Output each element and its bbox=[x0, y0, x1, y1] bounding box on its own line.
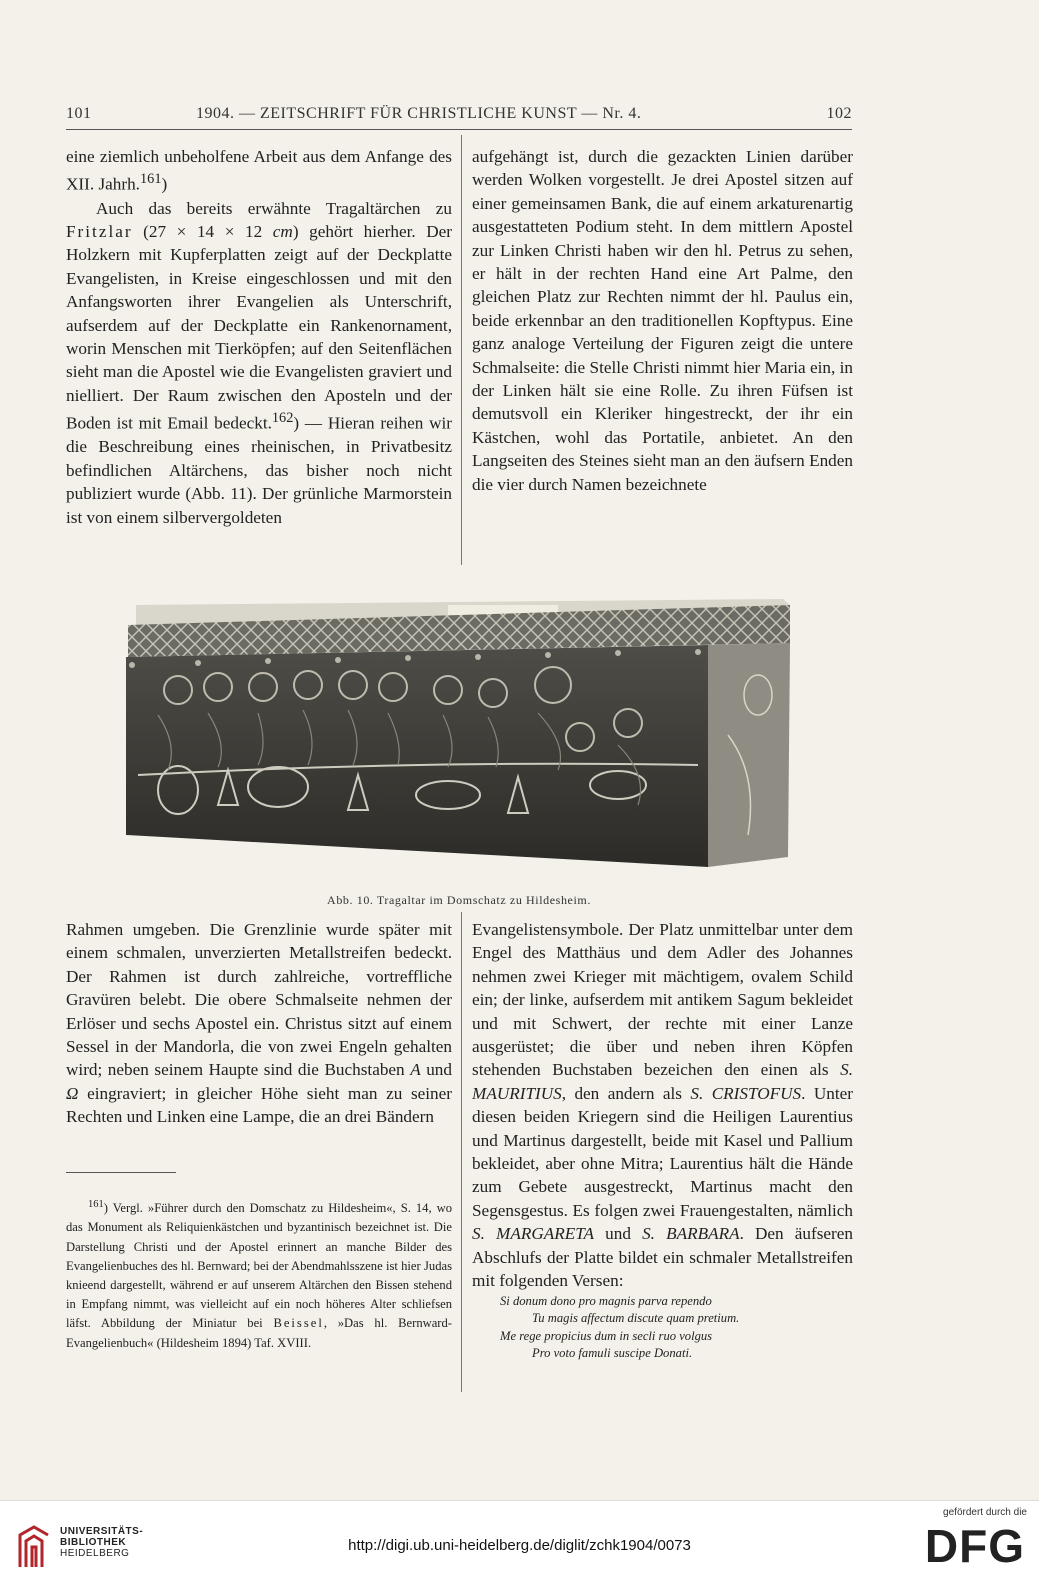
column-divider-top bbox=[461, 135, 462, 565]
saint-name: S. BARBARA bbox=[642, 1224, 740, 1244]
verse-line: Si donum dono pro magnis parva rependo bbox=[500, 1293, 712, 1308]
verse-line: Pro voto famuli suscipe Donati. bbox=[532, 1346, 693, 1360]
funding-note: gefördert durch die bbox=[943, 1507, 1027, 1518]
saint-name: S. MARGARETA bbox=[472, 1224, 595, 1244]
paragraph: Rahmen umgeben. Die Grenzlinie wurde später mit einem schmalen, unverzierten Metallstreifen bedeckt. Der Rahmen ist durch zahlreiche, vortreffliche Gravüren belebt. Die obere Schmalseite nehmen der Erlöser und sechs Apostel ein. Christus sitzt auf einem Sessel in der Mandorla, die von zwei Engeln gehalten wird; neben seinem Haupte sind die Buchstaben A und Ω eingraviert; in gleicher Höhe sieht man zu seiner Rechten und Linken eine Lampe, die an drei Bändern bbox=[66, 920, 452, 1127]
permalink-url[interactable]: http://digi.ub.uni-heidelberg.de/diglit/zchk1904/0073 bbox=[348, 1537, 691, 1554]
author-name: Beissel bbox=[273, 1316, 324, 1331]
omega-letter: Ω bbox=[66, 1083, 79, 1103]
paragraph: eine ziemlich unbeholfene Arbeit aus dem Anfange des XII. Jahrh.$^{161}$) bbox=[66, 147, 452, 195]
column-left-bottom bbox=[66, 918, 452, 1129]
footnote-number: 161 bbox=[88, 1199, 104, 1210]
column-divider-bottom bbox=[461, 912, 462, 1392]
library-name: UNIVERSITÄTS- BIBLIOTHEK HEIDELBERG bbox=[60, 1526, 144, 1559]
journal-title: 1904. — ZEITSCHRIFT FÜR CHRISTLICHE KUNST — Nr. 4. bbox=[196, 105, 642, 122]
verse-line: Tu magis affectum discute quam pretium. bbox=[532, 1311, 740, 1325]
verse-line: Me rege propicius dum in secli ruo volgus bbox=[500, 1328, 713, 1343]
column-right-bottom bbox=[472, 918, 853, 1363]
figure-caption: Abb. 10. Tragaltar im Domschatz zu Hildesheim. bbox=[327, 893, 591, 907]
paragraph: aufgehängt ist, durch die gezackten Linien darüber werden Wolken vorgestellt. Je drei Apostel sitzen auf einer gemeinsamen Bank, die auf einem arkaturenartig ausgestatteten Podium steht. In dem mittlern Apostel zur Linken Christi haben wir den hl. Petrus zu sehen, er hält in der rechten Hand eine Art Palme, den gleichen Platz zur Rechten nimmt der hl. Paulus ein, beide erkennbar an den traditionellen Kopftypus. Eine ganz analoge Verteilung der Figuren zeigt die untere Schmalseite: die Stelle Christi nimmt hier Maria ein, in der Linken hält sie eine Rolle. Zu ihren Füfsen ist demutsvoll ein Kleriker hingestreckt, der ihr ein Kästchen, wohl das Portatile, anbietet. An den Langseiten des Steines sieht man an den äufsern Enden die vier durch Namen bezeichnete bbox=[472, 147, 853, 494]
dfg-logo: DFG bbox=[924, 1520, 1025, 1572]
place-name: Fritzlar bbox=[66, 221, 133, 241]
footnote-ref: 161 bbox=[139, 171, 162, 188]
column-left-top bbox=[66, 145, 452, 529]
alpha-letter: A bbox=[410, 1060, 421, 1080]
running-header bbox=[66, 105, 852, 130]
paragraph: Auch das bereits erwähnte Tragaltärchen zu Fritzlar (27 × 14 × 12 cm) gehört hierher. Der Holzkern mit Kupferplatten zeigt auf der Deckplatte Evangelisten, in Kreise eingeschlossen und mit den Anfangsworten ihrer Evangelien als Unterschrift, aufserdem auf der Deckplatte ein Rankenornament, worin Menschen mit Tierköpfen; auf den Seitenflächen sieht man die Apostel wie die Evangelisten graviert und nielliert. Der Raum zwischen den Aposteln und der Boden ist mit Email bedeckt.$^{162}$) — Hieran reihen wir die Beschreibung eines rheinischen, in Privatbesitz befindlichen Altärchens, das bisher noch nicht publiziert wurde (Abb. 11). Der grünliche Marmorstein ist von einem silbervergoldeten bbox=[66, 198, 452, 527]
paragraph: Evangelistensymbole. Der Platz unmittelbar unter dem Engel des Matthäus und dem Adler des Johannes nehmen zwei Krieger mit mächtigem, ovalem Schild ein; der linke, aufserdem mit antikem Sagum bekleidet und mit Schwert, der rechte mit einer Lanze ausgerüstet; die über und neben ihren Köpfen stehenden Buchstaben bezeichen den einen als S. MAURITIUS, den andern als S. CRISTOFUS. Unter diesen beiden Kriegern sind die Heiligen Laurentius und Martinus dargestellt, beide mit Kasel und Pallium bekleidet, aber ohne Mitra; Laurentius hält die Hände zum Gebete ausgestreckt, Martinus macht den Segensgestus. Es folgen zwei Frauengestalten, nämlich S. MARGARETA und S. BARBARA. Den äufseren Abschlufs der Platte bildet ein schmaler Metallstreifen mit folgenden Versen: bbox=[472, 920, 854, 1291]
altar-photo bbox=[118, 595, 798, 887]
digitization-footer bbox=[0, 1500, 1039, 1594]
footnote-separator bbox=[66, 1172, 176, 1173]
footnote: $^{161}$) Vergl. »Führer durch den Domschatz zu Hildesheim«, S. 14, wo das Monument als Reliquienkästchen und byzantinisch bezeichnet ist. Die Darstellung Christi und der Apostel erinnert an manche Bilder des Evangelienbuches des hl. Bernward; bei der Abendmahlsszene ist hier Judas knieend dargestellt, während er auf unserem Altärchen den Bissen stehend in Empfang nimmt, was vielleicht auf ein noch höheres Alter schliefsen läfst. Abbildung der Miniatur bei Beissel, »Das hl. Bernward-Evangelienbuch« (Hildesheim 1894) Taf. XVIII. bbox=[66, 1199, 452, 1350]
page-number-right: 102 bbox=[826, 105, 852, 122]
saint-name: S. CRISTOFUS bbox=[690, 1083, 802, 1103]
column-right-top bbox=[472, 145, 853, 496]
page-number-left: 101 bbox=[66, 105, 92, 122]
figure-portable-altar bbox=[118, 595, 798, 887]
footnote-ref: 162 bbox=[271, 410, 294, 427]
saint-name: S. MAURITIUS bbox=[472, 1060, 853, 1103]
latin-verse bbox=[472, 1293, 853, 1363]
